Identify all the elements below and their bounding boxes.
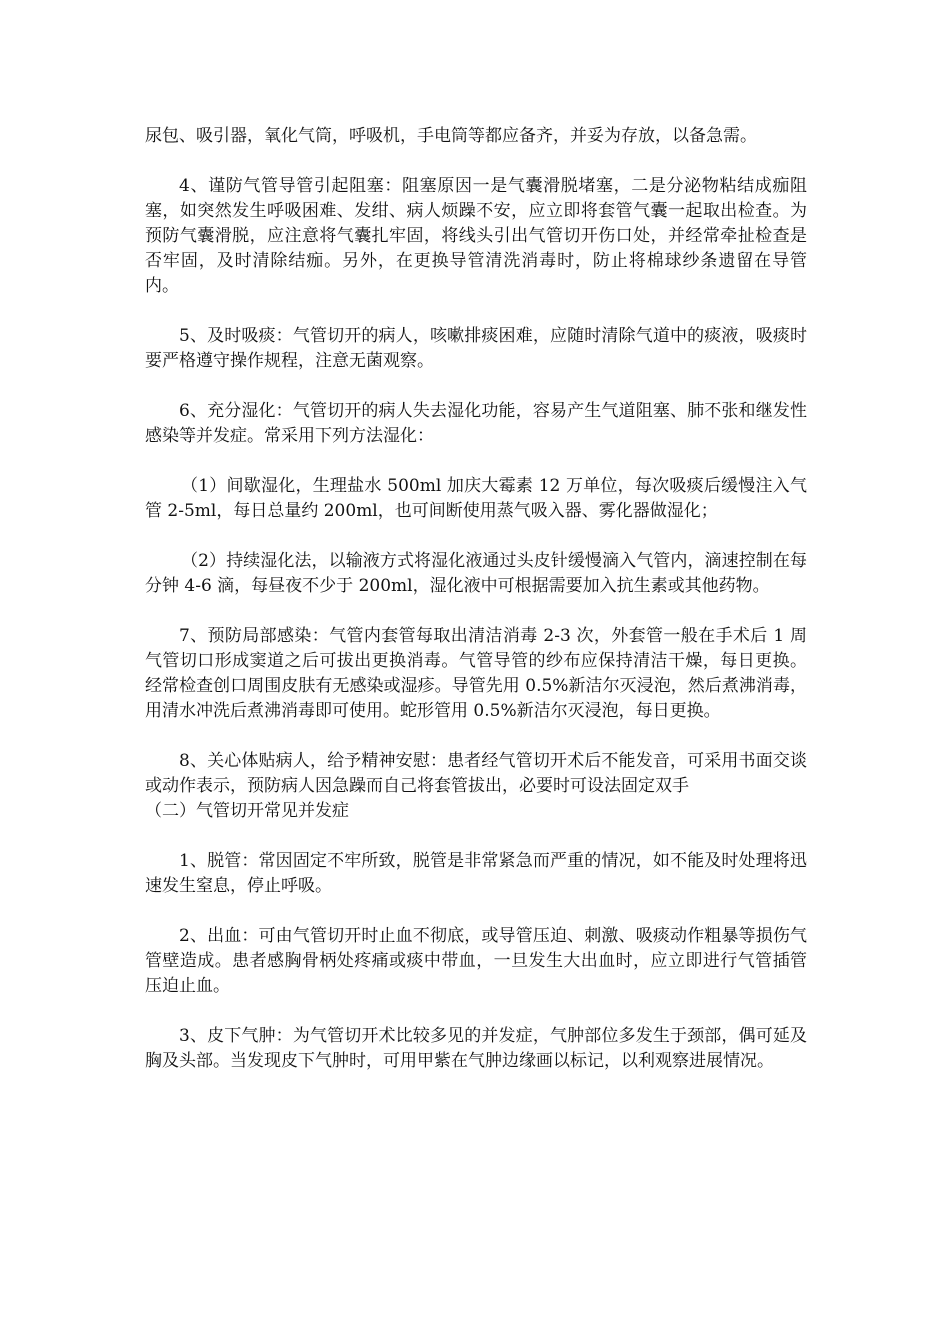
paragraph-item-4: 4、谨防气管导管引起阻塞：阻塞原因一是气囊滑脱堵塞，二是分泌物粘结成痂阻塞，如突然发生呼吸困难、发绀、病人烦躁不安，应立即将套管气囊一起取出检查。为预防气囊滑脱，应注意将气囊扎牢固，将线头引出气管切开伤口处，并经常牵扯检查是否牢固，及时清除结痂。另外，在更换导管清洗消毒时，防止将棉球纱条遗留在导管内。: [145, 176, 807, 296]
paragraph-subitem-2: （2）持续湿化法，以输液方式将湿化液通过头皮针缓慢滴入气管内，滴速控制在每分钟 4-6 滴，每昼夜不少于 200ml，湿化液中可根据需要加入抗生素或其他药物。: [145, 551, 807, 596]
paragraph-complication-2: 2、出血：可由气管切开时止血不彻底，或导管压迫、刺激、吸痰动作粗暴等损伤气管壁造成。患者感胸骨柄处疼痛或痰中带血，一旦发生大出血时，应立即进行气管插管压迫止血。: [145, 926, 807, 996]
paragraph-item-7: 7、预防局部感染：气管内套管每取出清洁消毒 2-3 次，外套管一般在手术后 1 周气管切口形成窦道之后可拔出更换消毒。气管导管的纱布应保持清洁干燥，每日更换。经常检查创口周围皮肤有无感染或湿疹。导管先用 0.5%新洁尔灭浸泡，然后煮沸消毒，用清水冲洗后煮沸消毒即可使用。蛇形管用 0.5%新洁尔灭浸泡，每日更换。: [145, 626, 807, 721]
paragraph-item-6: 6、充分湿化：气管切开的病人失去湿化功能，容易产生气道阻塞、肺不张和继发性感染等并发症。常采用下列方法湿化：: [145, 401, 807, 446]
paragraph-complication-3: 3、皮下气肿：为气管切开术比较多见的并发症，气肿部位多发生于颈部，偶可延及胸及头部。当发现皮下气肿时，可用甲紫在气肿边缘画以标记，以利观察进展情况。: [145, 1026, 807, 1071]
paragraph-continuation: 尿包、吸引器，氧化气筒，呼吸机，手电筒等都应备齐，并妥为存放，以备急需。: [145, 126, 757, 146]
paragraph-subitem-1: （1）间歇湿化，生理盐水 500ml 加庆大霉素 12 万单位，每次吸痰后缓慢注入气管 2-5ml，每日总量约 200ml，也可间断使用蒸气吸入器、雾化器做湿化；: [145, 476, 807, 521]
paragraph-item-5: 5、及时吸痰：气管切开的病人，咳嗽排痰困难，应随时清除气道中的痰液，吸痰时要严格遵守操作规程，注意无菌观察。: [145, 326, 807, 371]
document-body: [145, 124, 807, 1074]
section-heading: （二）气管切开常见并发症: [145, 801, 349, 821]
paragraph-complication-1: 1、脱管：常因固定不牢所致，脱管是非常紧急而严重的情况，如不能及时处理将迅速发生窒息，停止呼吸。: [145, 851, 807, 896]
paragraph-item-8: 8、关心体贴病人，给予精神安慰：患者经气管切开术后不能发音，可采用书面交谈或动作表示，预防病人因急躁而自己将套管拔出，必要时可设法固定双手: [145, 751, 807, 796]
